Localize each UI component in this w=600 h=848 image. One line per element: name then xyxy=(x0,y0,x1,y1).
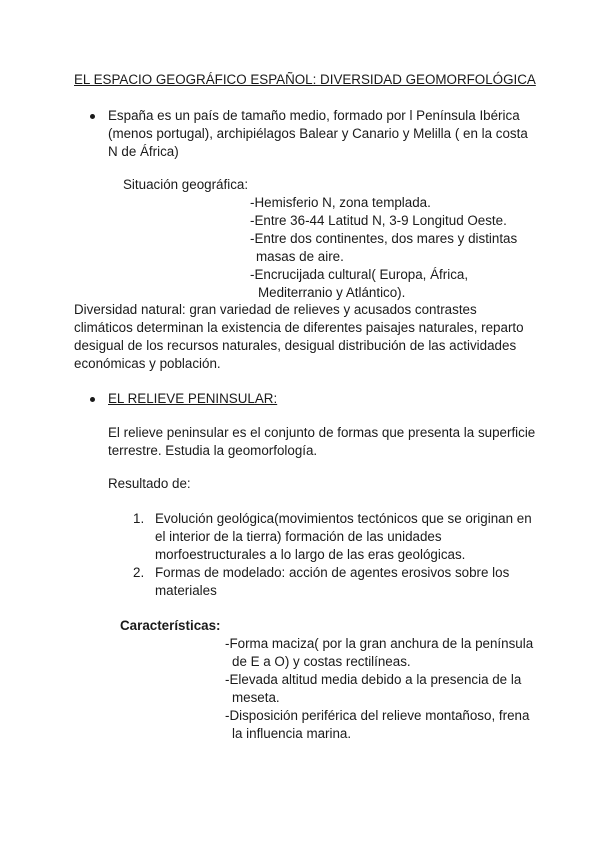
list-item-1-line-3: morfoestructurales a lo largo de las eras geológicas. xyxy=(155,547,466,562)
diversidad-line-4: económicas y población. xyxy=(74,356,221,371)
bullet-icon xyxy=(90,397,95,402)
situacion-item-continued: masas de aire. xyxy=(256,249,344,264)
resultado-label: Resultado de: xyxy=(108,476,191,491)
situacion-heading: Situación geográfica: xyxy=(123,177,249,192)
situacion-item: -Entre dos continentes, dos mares y distintas xyxy=(250,231,518,246)
caracteristica-item-continued: la influencia marina. xyxy=(232,726,352,741)
caracteristica-item: -Forma maciza( por la gran anchura de la península xyxy=(225,636,534,651)
list-item-1-line-1: Evolución geológica(movimientos tectónicos que se originan en xyxy=(155,511,532,526)
intro-line-3: N de África) xyxy=(108,144,179,159)
page-title: EL ESPACIO GEOGRÁFICO ESPAÑOL: DIVERSIDAD GEOMORFOLÓGICA xyxy=(74,72,536,87)
relieve-definition-line-1: El relieve peninsular es el conjunto de formas que presenta la superficie xyxy=(108,425,536,440)
caracteristica-item-continued: meseta. xyxy=(232,690,280,705)
list-item-2-line-2: materiales xyxy=(155,583,217,598)
caracteristica-item: -Elevada altitud media debido a la presencia de la xyxy=(225,672,522,687)
situacion-item: -Encrucijada cultural( Europa, África, xyxy=(250,267,469,282)
caracteristicas-heading: Características: xyxy=(120,618,221,633)
relieve-heading: EL RELIEVE PENINSULAR: xyxy=(108,391,278,406)
list-number: 2. xyxy=(133,565,145,580)
diversidad-line-3: desigual de los recursos naturales, desigual distribución de las actividades xyxy=(74,338,517,353)
diversidad-line-1: Diversidad natural: gran variedad de relieves y acusados contrastes xyxy=(74,302,477,317)
diversidad-line-2: climáticos determinan la existencia de diferentes paisajes naturales, reparto xyxy=(74,320,524,335)
situacion-item: -Entre 36-44 Latitud N, 3-9 Longitud Oeste. xyxy=(250,213,507,228)
relieve-definition-line-2: terrestre. Estudia la geomorfología. xyxy=(108,443,318,458)
caracteristica-item: -Disposición periférica del relieve montañoso, frena xyxy=(225,708,530,723)
list-number: 1. xyxy=(133,511,145,526)
situacion-item-continued: Mediterranio y Atlántico). xyxy=(258,285,406,300)
list-item-1-line-2: el interior de la tierra) formación de las unidades xyxy=(155,529,442,544)
bullet-icon xyxy=(90,114,95,119)
list-item-2-line-1: Formas de modelado: acción de agentes erosivos sobre los xyxy=(155,565,510,580)
situacion-item: -Hemisferio N, zona templada. xyxy=(250,195,431,210)
intro-line-2: (menos portugal), archipiélagos Balear y Canario y Melilla ( en la costa xyxy=(108,126,528,141)
intro-line-1: España es un país de tamaño medio, formado por l Península Ibérica xyxy=(108,108,520,123)
caracteristica-item-continued: de E a O) y costas rectilíneas. xyxy=(232,654,411,669)
